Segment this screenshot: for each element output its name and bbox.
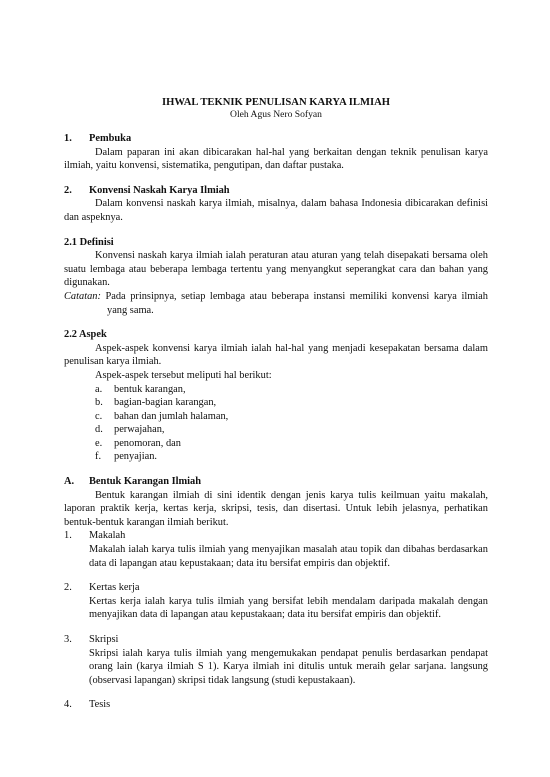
list-item (95, 423, 488, 437)
list-item-description: Skripsi ialah karya tulis ilmiah yang mengemukakan pendapat penulis berdasarkan pendapat orang lain (karya ilmiah S 1). Karya ilmiah ini ditulis untuk meraih gelar sarjana. langsung (observasi lapangan) skripsi tidak langsung (studi kepustakaan). (89, 647, 488, 686)
list-marker: 2. (64, 582, 72, 594)
list-item (95, 437, 488, 451)
list-marker: 3. (64, 634, 72, 645)
list-item (64, 581, 488, 622)
section-heading (64, 475, 488, 489)
note-text: Pada prinsipnya, setiap lembaga atau beberapa instansi memiliki konvensi karya ilmiah yang sama. (100, 290, 488, 316)
list-item-description: Makalah ialah karya tulis ilmiah yang menyajikan masalah atau topik dan dibahas berdasarkan data di lapangan atau kepustakaan; data itu bersifat empiris dan objektif. (89, 544, 488, 569)
note (64, 290, 488, 317)
paragraph: Aspek-aspek tersebut meliputi hal berikut: (95, 369, 272, 381)
section-pembuka (64, 132, 488, 173)
section-number: 1. (64, 133, 72, 144)
list-text: penomoran, dan (114, 437, 181, 449)
section-aspek (64, 328, 488, 464)
subsection-heading: 2.1 Definisi (64, 236, 114, 248)
section-definisi (64, 236, 488, 318)
section-number: A. (64, 476, 75, 488)
section-bentuk-karangan (64, 475, 488, 712)
list-item-title: Tesis (89, 699, 111, 711)
list-item (64, 529, 488, 570)
paragraph: Aspek-aspek konvensi karya ilmiah ialah hal-hal yang menjadi kesepakatan bersama dalam penulisan karya ilmiah. (64, 342, 488, 368)
list-marker: b. (95, 397, 103, 409)
document-title: IHWAL TEKNIK PENULISAN KARYA ILMIAH (161, 97, 391, 108)
list-marker: 4. (64, 699, 72, 711)
section-konvensi (64, 184, 488, 225)
list-marker: d. (95, 424, 103, 436)
list-item-title: Makalah (89, 530, 126, 542)
form-list (64, 529, 488, 712)
list-marker: c. (95, 410, 103, 422)
list-item (95, 383, 488, 397)
list-text: bahan dan jumlah halaman, (114, 410, 229, 422)
list-item (95, 450, 488, 464)
list-marker: e. (95, 437, 103, 449)
paragraph: Dalam konvensi naskah karya ilmiah, misalnya, dalam bahasa Indonesia dibicarakan definisi dan aspeknya. (64, 198, 488, 223)
section-number: 2. (64, 184, 72, 196)
section-title: Konvensi Naskah Karya Ilmiah (89, 184, 230, 196)
section-title: Bentuk Karangan Ilmiah (89, 476, 202, 488)
list-item-description: Kertas kerja ialah karya tulis ilmiah yang bersifat lebih mendalam daripada makalah dengan menyajikan data di lapangan atau kepustakaan; data itu bersifat empiris dan objektif. (89, 595, 488, 621)
list-marker: 1. (64, 530, 72, 542)
list-item (95, 410, 488, 424)
list-item-title: Skripsi (89, 634, 119, 645)
list-marker: a. (95, 383, 103, 395)
section-heading (64, 132, 488, 146)
document-body (64, 96, 488, 723)
list-item (64, 633, 488, 687)
section-title: Pembuka (89, 133, 132, 144)
list-text: penyajian. (114, 451, 157, 463)
list-text: bagian-bagian karangan, (114, 397, 217, 409)
paragraph: Dalam paparan ini akan dibicarakan hal-hal yang berkaitan dengan teknik penulisan karya ilmiah, yaitu konvensi, sistematika, pengutipan, dan daftar pustaka. (64, 146, 488, 172)
document-author: Oleh Agus Nero Sofyan (230, 109, 322, 120)
note-label: Catatan: (64, 290, 101, 302)
paragraph: Konvensi naskah karya ilmiah ialah peraturan atau aturan yang telah disepakati bersama oleh suatu lembaga atau beberapa lembaga tertentu yang menyangkut seperangkat cara dan bahan yang digunakan. (64, 250, 488, 289)
list-item (95, 396, 488, 410)
aspect-list (95, 383, 488, 465)
section-heading (64, 184, 488, 198)
paragraph: Bentuk karangan ilmiah di sini identik dengan jenis karya tulis keilmuan yaitu makalah, laporan praktik kerja, kertas kerja, skripsi, tesis, dan disertasi. Untuk lebih jelasnya, perhatikan bentuk-bentuk karangan ilmiah berikut. (64, 489, 488, 528)
list-item (64, 698, 488, 712)
list-marker: f. (95, 451, 102, 463)
list-item-title: Kertas kerja (89, 582, 140, 594)
list-text: perwajahan, (114, 424, 165, 436)
subsection-heading: 2.2 Aspek (64, 329, 107, 341)
list-text: bentuk karangan, (114, 383, 186, 395)
